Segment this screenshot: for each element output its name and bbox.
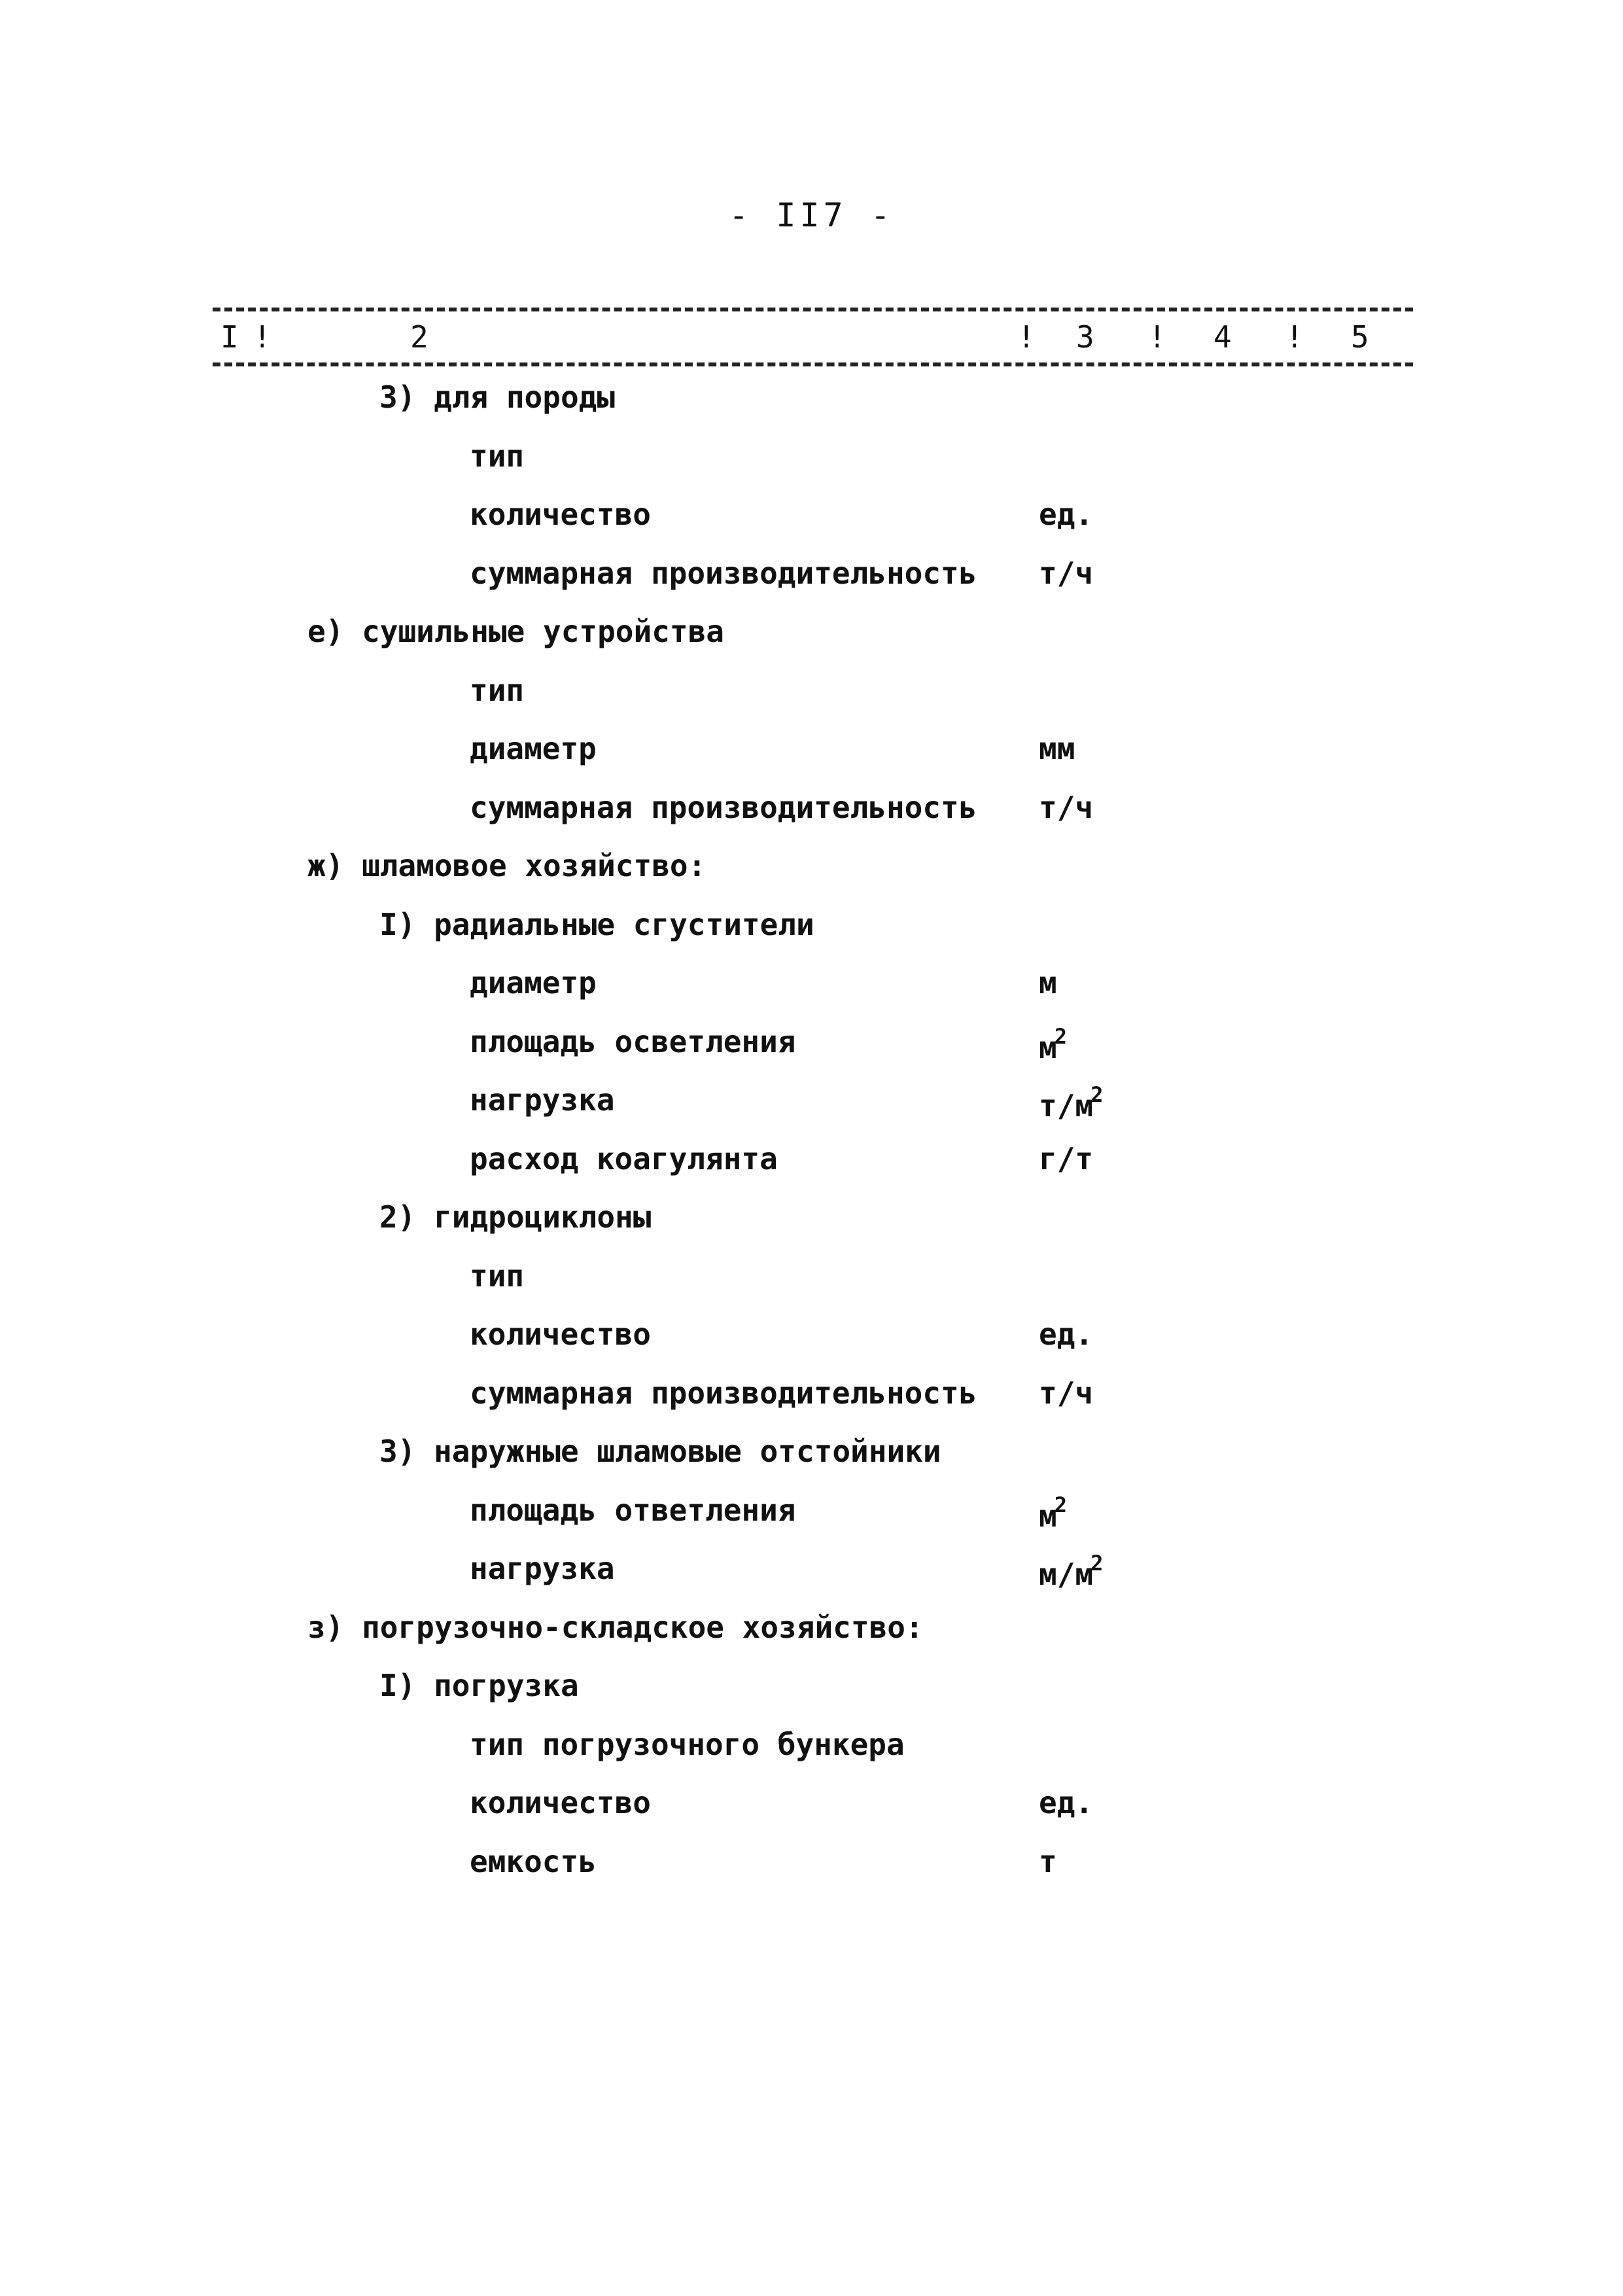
table-body xyxy=(0,366,1623,1889)
table-row xyxy=(0,1421,1623,1479)
row-label: нагрузка xyxy=(470,1551,615,1586)
table-row xyxy=(0,835,1623,894)
row-label: 2) гидроциклоны xyxy=(379,1199,652,1235)
table-row xyxy=(0,1128,1623,1187)
row-label: количество xyxy=(470,497,651,532)
row-label: диаметр xyxy=(470,731,597,766)
unit-exponent: 2 xyxy=(1054,1492,1067,1517)
row-label: 3) наружные шламовые отстойники xyxy=(379,1434,941,1469)
row-unit xyxy=(1039,1141,1093,1176)
unit-base: м xyxy=(1039,965,1057,1000)
column-2-label: 2 xyxy=(410,319,428,355)
table-row xyxy=(0,1069,1623,1128)
table-row xyxy=(0,1186,1623,1245)
row-label: I) погрузка xyxy=(379,1668,579,1703)
row-label: количество xyxy=(470,1785,651,1820)
table-row xyxy=(0,1655,1623,1714)
unit-exponent: 2 xyxy=(1091,1082,1104,1107)
row-unit xyxy=(1039,790,1093,825)
unit-base: м xyxy=(1039,1029,1057,1065)
table-row xyxy=(0,366,1623,425)
table-row xyxy=(0,1597,1623,1655)
column-4-label: 4 xyxy=(1213,319,1232,355)
unit-base: т/ч xyxy=(1039,555,1094,591)
column-1-label: I xyxy=(220,319,239,355)
row-unit xyxy=(1039,1316,1093,1352)
table-row xyxy=(0,1011,1623,1070)
row-unit xyxy=(1039,1844,1057,1879)
unit-base: м/м xyxy=(1039,1557,1094,1592)
table-row xyxy=(0,777,1623,836)
column-separator: ! xyxy=(1285,319,1304,355)
unit-base: т/ч xyxy=(1039,1375,1094,1411)
row-unit xyxy=(1039,1024,1067,1065)
row-unit xyxy=(1039,1492,1067,1534)
unit-base: г/т xyxy=(1039,1140,1094,1176)
unit-base: т xyxy=(1039,1843,1057,1879)
row-label: площадь осветления xyxy=(470,1023,796,1059)
row-label: расход коагулянта xyxy=(470,1140,778,1176)
row-unit xyxy=(1039,965,1057,1000)
unit-base: т/ч xyxy=(1039,789,1094,825)
table-row xyxy=(0,894,1623,953)
row-label: тип xyxy=(470,672,525,708)
row-label: I) радиальные сгустители xyxy=(379,906,814,942)
row-label: ж) шламовое хозяйство: xyxy=(307,848,707,883)
unit-base: ед. xyxy=(1039,1785,1094,1820)
row-label: е) сушильные устройства xyxy=(307,614,724,649)
unit-exponent: 2 xyxy=(1054,1023,1067,1049)
column-3-label: 3 xyxy=(1076,319,1094,355)
row-label: суммарная производительность xyxy=(470,1375,977,1411)
row-unit xyxy=(1039,1551,1103,1592)
row-label: тип xyxy=(470,1258,525,1294)
table-row xyxy=(0,425,1623,484)
row-label: нагрузка xyxy=(470,1082,615,1118)
table-row xyxy=(0,1831,1623,1890)
column-separator: ! xyxy=(1148,319,1166,355)
table-row xyxy=(0,1479,1623,1538)
row-unit xyxy=(1039,1375,1093,1411)
table-row xyxy=(0,718,1623,777)
table-row xyxy=(0,952,1623,1011)
row-label: з) погрузочно-складское хозяйство: xyxy=(307,1609,924,1645)
row-unit xyxy=(1039,556,1093,591)
row-label: 3) для породы xyxy=(379,380,616,415)
unit-base: т/м xyxy=(1039,1088,1094,1123)
table-row xyxy=(0,1772,1623,1831)
row-label: диаметр xyxy=(470,965,597,1000)
table-row xyxy=(0,601,1623,660)
row-unit xyxy=(1039,731,1075,766)
column-separator: ! xyxy=(1017,319,1036,355)
row-label: суммарная производительность xyxy=(470,555,977,591)
row-unit xyxy=(1039,1082,1103,1123)
table-row xyxy=(0,1714,1623,1773)
column-5-label: 5 xyxy=(1351,319,1369,355)
table-row xyxy=(0,484,1623,542)
table-row xyxy=(0,1303,1623,1362)
unit-exponent: 2 xyxy=(1091,1551,1104,1576)
row-label: количество xyxy=(470,1316,651,1352)
table-row xyxy=(0,660,1623,718)
table-row xyxy=(0,542,1623,601)
unit-base: м xyxy=(1039,1498,1057,1534)
table-row xyxy=(0,1362,1623,1421)
unit-base: ед. xyxy=(1039,497,1094,532)
column-separator: ! xyxy=(253,319,271,355)
page-number: - II7 - xyxy=(729,196,894,234)
table-row xyxy=(0,1245,1623,1304)
table-row xyxy=(0,1538,1623,1597)
row-unit xyxy=(1039,497,1093,532)
row-label: тип xyxy=(470,438,525,474)
row-unit xyxy=(1039,1785,1093,1820)
row-label: площадь ответления xyxy=(470,1492,796,1528)
unit-base: мм xyxy=(1039,731,1075,766)
row-label: емкость xyxy=(470,1843,597,1879)
table-header xyxy=(213,308,1413,366)
row-label: тип погрузочного бункера xyxy=(470,1726,905,1762)
unit-base: ед. xyxy=(1039,1316,1094,1352)
row-label: суммарная производительность xyxy=(470,789,977,825)
